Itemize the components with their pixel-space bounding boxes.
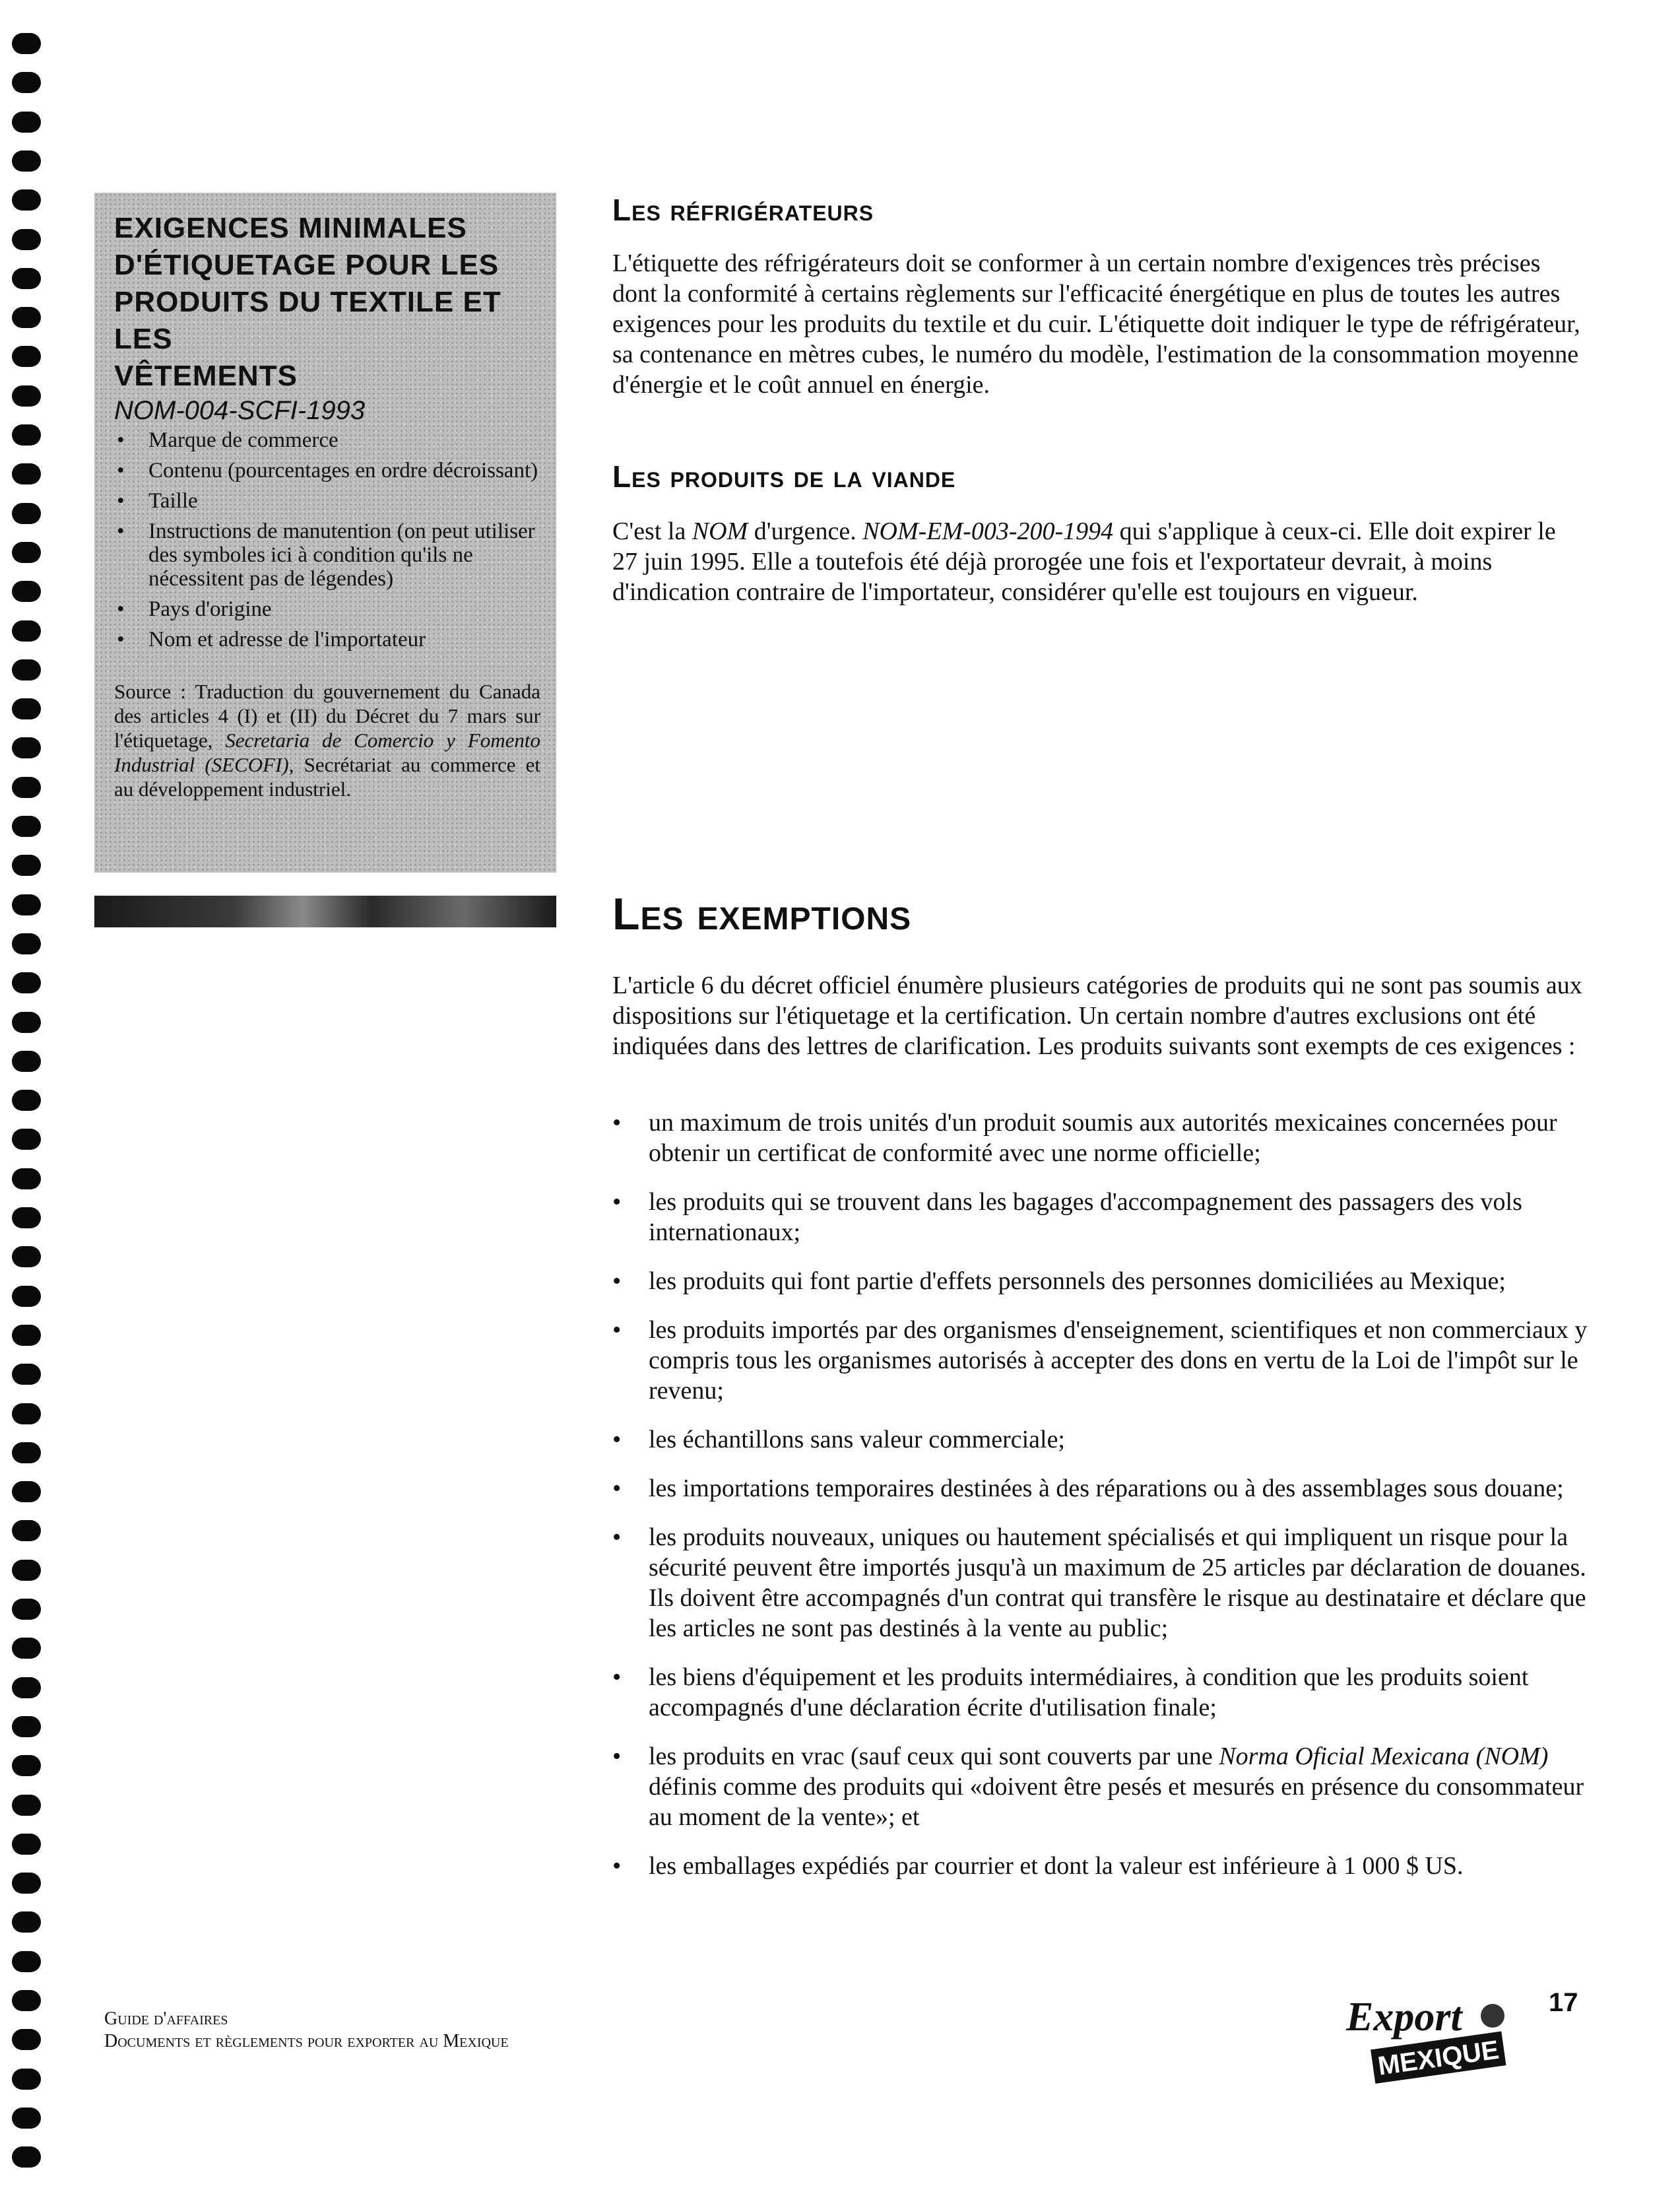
- binding-hole: [12, 659, 41, 681]
- binding-hole: [12, 1403, 41, 1424]
- binding-hole: [12, 620, 41, 642]
- binding-hole: [12, 2029, 41, 2050]
- sidebar-norm: NOM-004-SCFI-1993: [114, 396, 366, 425]
- sidebar-list-item: [114, 428, 540, 452]
- list-item: [612, 1315, 1589, 1406]
- list-item: [612, 1662, 1589, 1723]
- source-italic: Secretaria de Comercio y Fomento Industrial (SECOFI): [114, 729, 540, 776]
- list-item-italic: Norma Oficial Mexicana (NOM): [1219, 1743, 1549, 1770]
- binding-hole: [12, 1911, 41, 1933]
- bullet-icon: •: [117, 428, 125, 452]
- bullet-icon: •: [117, 597, 125, 621]
- bullet-icon: •: [612, 1188, 622, 1216]
- bullet-icon: •: [612, 1109, 622, 1137]
- binding-hole: [12, 424, 41, 446]
- binding-hole: [12, 1090, 41, 1111]
- list-item: [612, 1522, 1589, 1644]
- sidebar-item-text: Taille: [148, 489, 198, 513]
- binding-hole: [12, 1325, 41, 1346]
- list-item-text: les produits nouveaux, uniques ou hautement spécialisés et qui impliquent un risque pour la sécurité peuvent être importés jusqu'à un maximum de 25 articles par déclaration de douanes. Ils doivent être accompagnés d'un contrat qui transfère le risque au destinataire et déclare que les articles ne sont pas destinés à la vente au public;: [649, 1523, 1586, 1642]
- list-item-text: les produits importés par des organismes d'enseignement, scientifiques et non commerciaux y compris tous les organismes autorisés à accepter des dons en vertu de la Loi de l'impôt sur le revenu;: [649, 1316, 1588, 1405]
- binding-hole: [12, 385, 41, 407]
- sidebar-list-item: [114, 519, 540, 591]
- binding-hole: [12, 855, 41, 876]
- bullet-icon: •: [612, 1523, 622, 1551]
- viande-text: d'urgence.: [748, 517, 863, 545]
- binding-hole: [12, 542, 41, 563]
- source-text-end: , Secrétariat au commerce et au développement industriel.: [114, 753, 540, 801]
- sidebar-title-line: VÊTEMENTS: [114, 360, 298, 392]
- list-item-text: les produits qui se trouvent dans les bagages d'accompagnement des passagers des vols internationaux;: [649, 1188, 1522, 1246]
- bullet-icon: •: [117, 519, 125, 543]
- binding-hole: [12, 503, 41, 524]
- list-item-text: les biens d'équipement et les produits intermédiaires, à condition que les produits soient accompagnés d'une déclaration écrite d'utilisation finale;: [649, 1663, 1529, 1721]
- heading-exemptions: Les exemptions: [612, 889, 912, 939]
- list-item-text: les échantillons sans valeur commerciale;: [649, 1426, 1065, 1453]
- list-item: [612, 1851, 1589, 1881]
- binding-hole: [12, 1442, 41, 1463]
- binding-hole: [12, 2069, 41, 2090]
- binding-hole: [12, 1051, 41, 1072]
- binding-hole: [12, 737, 41, 758]
- binding-hole: [12, 229, 41, 250]
- sidebar-title-line: D'ÉTIQUETAGE POUR LES: [114, 249, 500, 281]
- binding-hole: [12, 972, 41, 993]
- binding-hole: [12, 1246, 41, 1267]
- bullet-icon: •: [612, 1475, 622, 1502]
- exemptions-list: [612, 1108, 1589, 1900]
- binding-hole: [12, 1364, 41, 1385]
- bullet-icon: •: [117, 628, 125, 651]
- list-item: [612, 1108, 1589, 1168]
- binding-hole: [12, 2146, 41, 2168]
- binding-hole: [12, 1129, 41, 1150]
- bullet-icon: •: [612, 1743, 622, 1770]
- footer-line-1: Guide d'affaires: [104, 2009, 228, 2029]
- binding-hole: [12, 268, 41, 289]
- logo-maple-icon: [1481, 2004, 1504, 2028]
- binding-hole: [12, 1873, 41, 1894]
- sidebar-title-line: PRODUITS DU TEXTILE ET LES: [114, 286, 501, 355]
- binding-hole: [12, 346, 41, 367]
- binding-hole: [12, 1012, 41, 1033]
- binding-holes: [12, 33, 45, 2185]
- list-item-text: un maximum de trois unités d'un produit soumis aux autorités mexicaines concernées pour obtenir un certificat de conformité avec une norme officielle;: [649, 1109, 1557, 1167]
- list-item-text: les produits qui font partie d'effets personnels des personnes domiciliées au Mexique;: [649, 1267, 1506, 1295]
- binding-hole: [12, 1599, 41, 1620]
- logo-word-2: MEXIQUE: [1376, 2035, 1501, 2081]
- sidebar-list-item: [114, 489, 540, 513]
- binding-hole: [12, 1286, 41, 1307]
- footer: [104, 2008, 509, 2053]
- binding-hole: [12, 777, 41, 798]
- sidebar-list-item: [114, 597, 540, 621]
- list-item: [612, 1266, 1589, 1296]
- source-text: Source : Traduction du gouvernement du Canada des articles 4 (I) et (II) du Décret du 7 mars sur l'étiquetage,: [114, 680, 540, 752]
- binding-hole: [12, 463, 41, 484]
- paragraph-refrigerateurs: L'étiquette des réfrigérateurs doit se conformer à un certain nombre d'exigences très précises dont la conformité à certains règlements sur l'efficacité énergétique en plus de toutes les autres exigences pour les produits du textile et du cuir. L'étiquette doit indiquer le type de réfrigérateur, sa contenance en mètres cubes, le numéro du modèle, l'estimation de la consommation moyenne d'énergie et le coût annuel en énergie.: [612, 249, 1580, 399]
- sidebar-item-text: Nom et adresse de l'importateur: [148, 628, 426, 651]
- sidebar-source: [114, 679, 540, 801]
- binding-hole: [12, 1990, 41, 2011]
- sidebar-box: [94, 193, 556, 873]
- bullet-icon: •: [117, 489, 125, 513]
- binding-hole: [12, 112, 41, 133]
- sidebar-item-text: Marque de commerce: [148, 428, 339, 452]
- footer-line-2: Documents et règlements pour exporter au Mexique: [104, 2031, 509, 2051]
- page-number: 17: [1549, 1988, 1578, 2017]
- list-item-text: définis comme des produits qui «doivent être pesés et mesurés en présence du consommateur au moment de la vente»; et: [649, 1773, 1584, 1831]
- list-item-text: les emballages expédiés par courrier et dont la valeur est inférieure à 1 000 $ US.: [649, 1852, 1464, 1880]
- sidebar-list: [114, 428, 540, 651]
- bullet-icon: •: [612, 1316, 622, 1344]
- bullet-icon: •: [612, 1663, 622, 1691]
- binding-hole: [12, 189, 41, 211]
- binding-hole: [12, 150, 41, 172]
- list-item: [612, 1473, 1589, 1504]
- binding-hole: [12, 894, 41, 915]
- bullet-icon: •: [612, 1426, 622, 1453]
- viande-italic: NOM: [692, 517, 748, 545]
- binding-hole: [12, 1560, 41, 1581]
- binding-hole: [12, 1795, 41, 1816]
- viande-text: qui s'applique à ceux-ci. Elle doit expirer le 27 juin 1995. Elle a toutefois été déjà prorogée une fois et l'exportateur devrait, à moins d'indication contraire de l'importateur, considérer qu'elle est toujours en vigueur.: [612, 517, 1556, 606]
- binding-hole: [12, 1168, 41, 1189]
- bullet-icon: •: [612, 1852, 622, 1880]
- sidebar-bar: [94, 896, 556, 927]
- paragraph-exemptions-intro: L'article 6 du décret officiel énumère plusieurs catégories de produits qui ne sont pas soumis aux dispositions sur l'étiquetage et la certification. Un certain nombre d'autres exclusions ont été indiquées dans des lettres de clarification. Les produits suivants sont exempts de ces exigences :: [612, 972, 1582, 1060]
- sidebar-item-text: Contenu (pourcentages en ordre décroissant): [148, 459, 538, 482]
- list-item: [612, 1424, 1589, 1455]
- binding-hole: [12, 72, 41, 93]
- binding-hole: [12, 1638, 41, 1659]
- sidebar-list-item: [114, 459, 540, 482]
- binding-hole: [12, 1755, 41, 1776]
- viande-text: C'est la: [612, 517, 692, 545]
- binding-hole: [12, 1207, 41, 1228]
- binding-hole: [12, 1677, 41, 1698]
- sidebar-item-text: Pays d'origine: [148, 597, 272, 621]
- bullet-icon: •: [612, 1267, 622, 1295]
- sidebar-title: [114, 210, 540, 395]
- binding-hole: [12, 816, 41, 837]
- paragraph-viande: [612, 516, 1582, 607]
- heading-viande: Les produits de la viande: [612, 459, 956, 494]
- binding-hole: [12, 581, 41, 602]
- list-item: [612, 1187, 1589, 1247]
- binding-hole: [12, 33, 41, 54]
- binding-hole: [12, 933, 41, 954]
- bullet-icon: •: [117, 459, 125, 482]
- binding-hole: [12, 2108, 41, 2129]
- sidebar-list-item: [114, 628, 540, 651]
- binding-hole: [12, 1716, 41, 1737]
- logo-graphic: [1340, 1987, 1511, 2086]
- heading-refrigerateurs: Les réfrigérateurs: [612, 193, 874, 227]
- sidebar-title-line: EXIGENCES MINIMALES: [114, 212, 467, 244]
- list-item-text: les produits en vrac (sauf ceux qui sont couverts par une: [649, 1743, 1219, 1770]
- logo-word-1: Export: [1346, 1995, 1462, 2040]
- list-item-text: les importations temporaires destinées à des réparations ou à des assemblages sous douane;: [649, 1475, 1564, 1502]
- binding-hole: [12, 698, 41, 719]
- binding-hole: [12, 1520, 41, 1541]
- binding-hole: [12, 1481, 41, 1502]
- sidebar-item-text: Instructions de manutention (on peut utiliser des symboles ici à condition qu'ils ne nécessitent pas de légendes): [148, 519, 535, 591]
- binding-hole: [12, 1951, 41, 1972]
- list-item: [612, 1741, 1589, 1832]
- binding-hole: [12, 307, 41, 328]
- viande-italic: NOM-EM-003-200-1994: [862, 517, 1114, 545]
- binding-hole: [12, 1834, 41, 1855]
- export-mexique-logo: [1340, 1987, 1511, 2086]
